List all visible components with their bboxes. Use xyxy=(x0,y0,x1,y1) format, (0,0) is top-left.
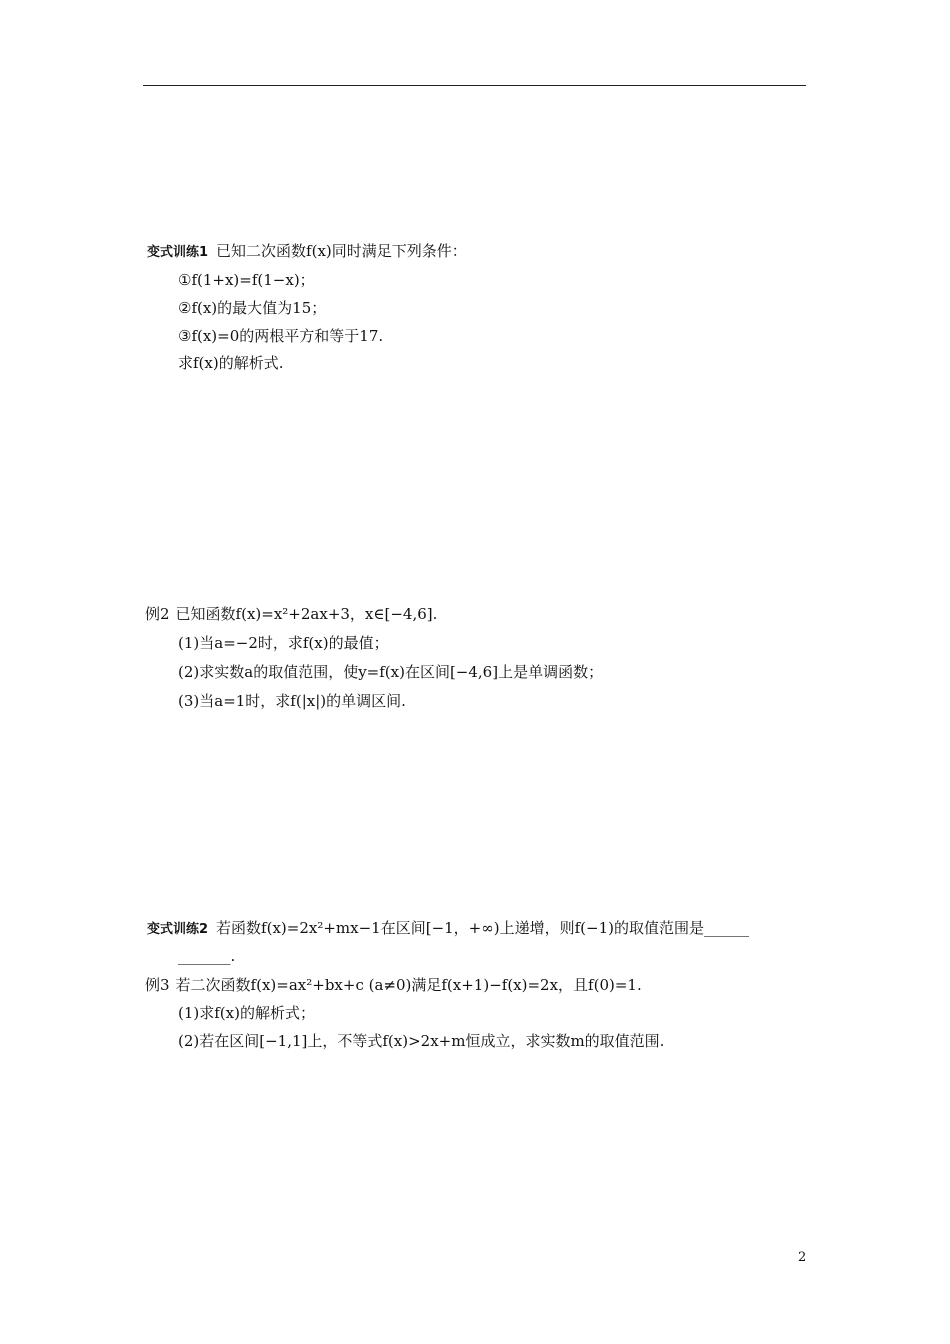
example2-line: (3)当a=1时，求f(|x|)的单调区间. xyxy=(178,692,406,710)
variant1-line: 求f(x)的解析式. xyxy=(178,354,284,372)
variant1-line: ③f(x)=0的两根平方和等于17. xyxy=(178,327,384,345)
example3-line: (2)若在区间[−1,1]上，不等式f(x)>2x+m恒成立，求实数m的取值范围. xyxy=(178,1032,665,1050)
example2-line: (2)求实数a的取值范围，使y=f(x)在区间[−4,6]上是单调函数； xyxy=(178,663,604,681)
variant2-heading: 变式训练2 xyxy=(147,922,209,937)
example3-line: (1)求f(x)的解析式； xyxy=(178,1004,315,1022)
example3-label: 例3 xyxy=(145,976,170,994)
example2-title-line xyxy=(145,604,437,624)
page-number: 2 xyxy=(798,1250,807,1265)
example2-line: (1)当a=−2时，求f(x)的最值； xyxy=(178,634,389,652)
variant1-line: ①f(1+x)=f(1−x)； xyxy=(178,271,315,289)
variant1-line: 已知二次函数f(x)同时满足下列条件： xyxy=(216,242,467,260)
variant1-heading: 变式训练1 xyxy=(147,245,209,260)
example2-label: 例2 xyxy=(145,605,170,623)
example2-line: 已知函数f(x)=x²+2ax+3，x∈[−4,6]. xyxy=(175,605,438,623)
variant1-line: ②f(x)的最大值为15； xyxy=(178,299,327,317)
header-rule xyxy=(143,85,806,86)
variant2-line: 若函数f(x)=2x²+mx−1在区间[−1，+∞)上递增，则f(−1)的取值范围是______ xyxy=(216,919,749,937)
variant2-line: _______. xyxy=(178,947,236,965)
example3-title-line xyxy=(145,975,642,995)
example3-line: 若二次函数f(x)=ax²+bx+c (a≠0)满足f(x+1)−f(x)=2x，且f(0)=1. xyxy=(175,976,642,994)
variant2-title-line xyxy=(147,918,749,940)
variant1-title-line xyxy=(147,241,467,263)
